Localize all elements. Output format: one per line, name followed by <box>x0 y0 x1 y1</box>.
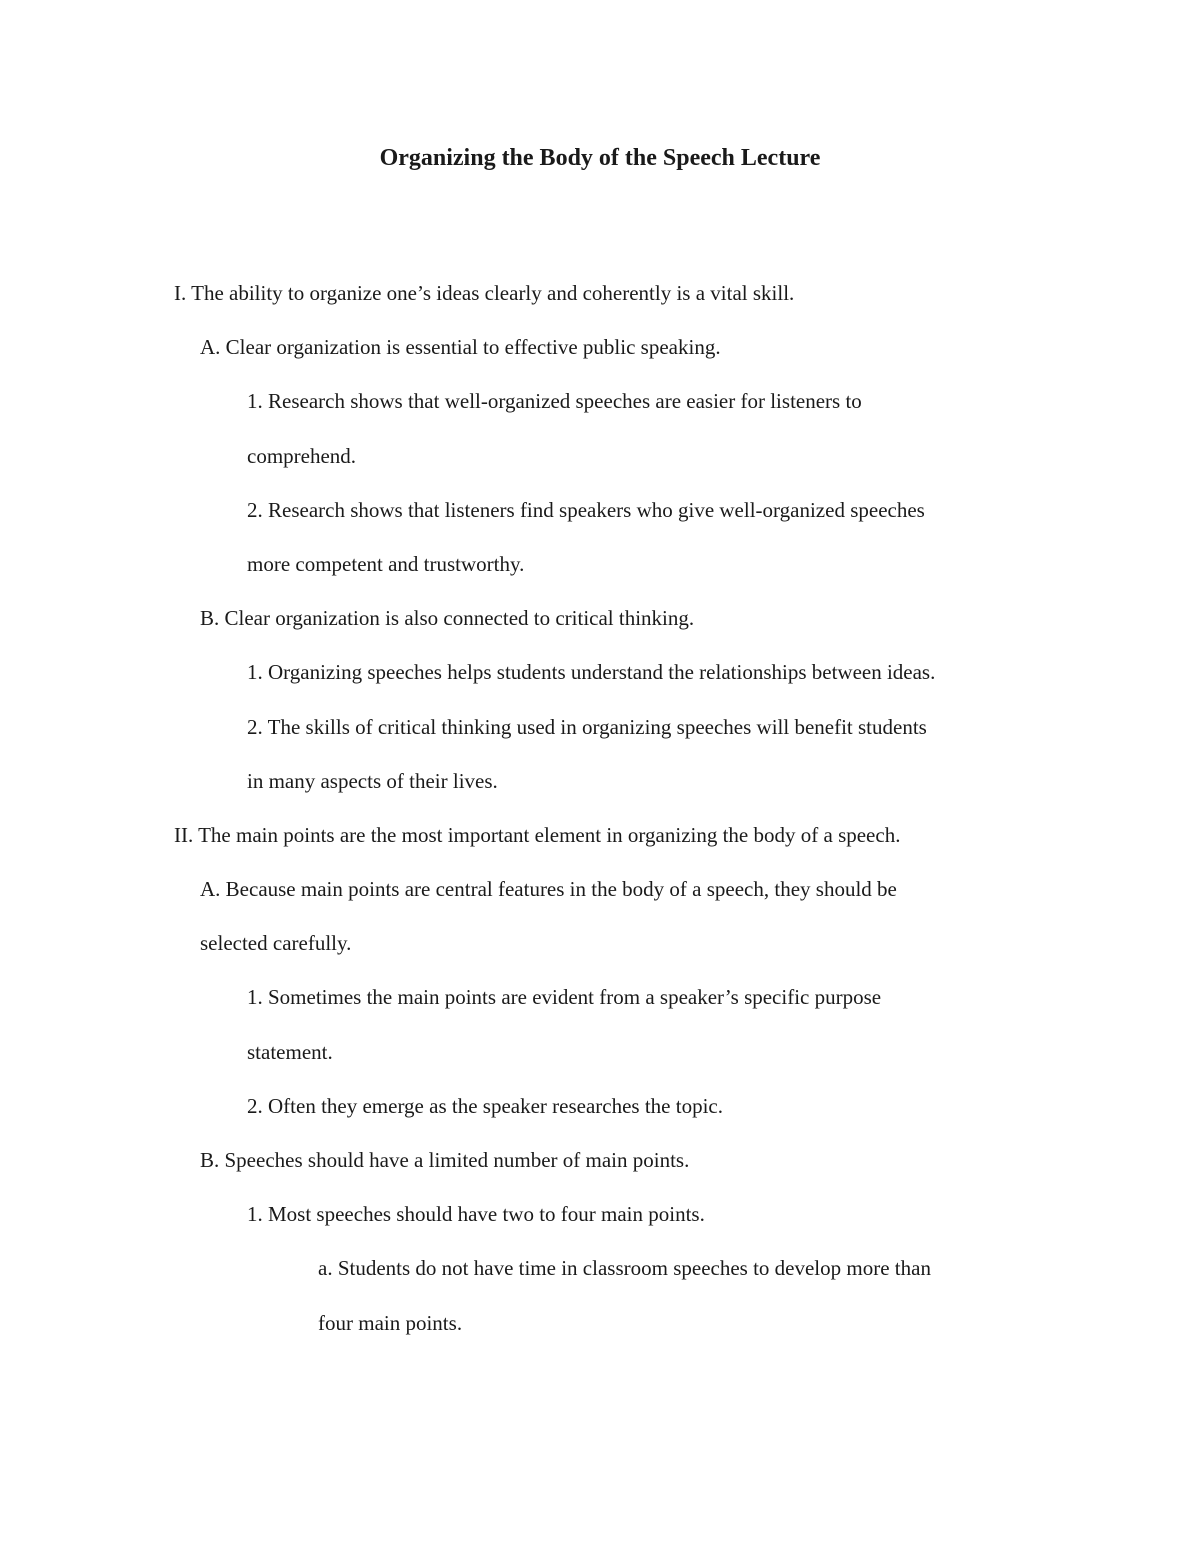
outline-line: comprehend. <box>247 443 357 468</box>
outline-line: B. Speeches should have a limited number of main points. <box>200 1148 690 1172</box>
outline-line: in many aspects of their lives. <box>247 768 498 793</box>
document-title: Organizing the Body of the Speech Lecture <box>379 145 821 171</box>
outline-line: B. Clear organization is also connected to critical thinking. <box>200 606 695 631</box>
outline-line: 1. Sometimes the main points are evident from a speaker’s specific purpose <box>247 985 882 1010</box>
outline-line: 2. Often they emerge as the speaker researches the topic. <box>247 1093 723 1118</box>
outline-line: 1. Research shows that well-organized speeches are easier for listeners to <box>247 389 862 414</box>
outline-line: 2. The skills of critical thinking used in organizing speeches will benefit students <box>247 714 927 739</box>
outline-line: a. Students do not have time in classroom speeches to develop more than <box>318 1256 931 1281</box>
outline-line: I. The ability to organize one’s ideas clearly and coherently is a vital skill. <box>174 281 795 305</box>
outline-line: II. The main points are the most important element in organizing the body of a speech. <box>174 822 901 847</box>
outline-line: selected carefully. <box>200 931 352 956</box>
outline-line: 1. Organizing speeches helps students understand the relationships between ideas. <box>247 660 936 685</box>
outline <box>0 266 1200 1350</box>
outline-line: 1. Most speeches should have two to four main points. <box>247 1202 705 1227</box>
outline-line: A. Because main points are central features in the body of a speech, they should be <box>200 877 897 902</box>
outline-line: more competent and trustworthy. <box>247 551 525 576</box>
outline-line: 2. Research shows that listeners find speakers who give well-organized speeches <box>247 497 925 522</box>
outline-line: statement. <box>247 1039 333 1064</box>
outline-line: A. Clear organization is essential to effective public speaking. <box>200 335 721 360</box>
outline-line: four main points. <box>318 1310 463 1335</box>
